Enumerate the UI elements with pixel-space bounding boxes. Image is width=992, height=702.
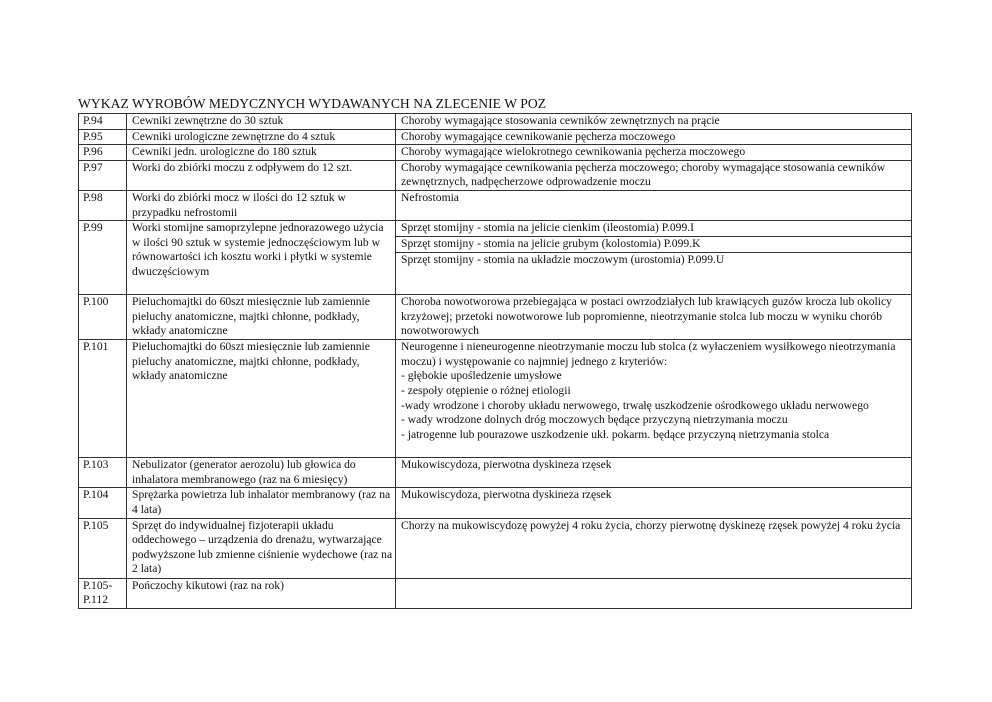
code-cell: P.101 [79, 340, 127, 458]
stoma-colostomy: Sprzęt stomijny - stomia na jelicie grubym (kolostomia) P.099.K [396, 237, 911, 253]
document-title: WYKAZ WYROBÓW MEDYCZNYCH WYDAWANYCH NA ZLECENIE W POZ [78, 96, 547, 111]
table-row [79, 295, 912, 340]
table-row [79, 518, 912, 578]
code-cell: P.98 [79, 190, 127, 220]
document-page [78, 96, 912, 609]
table-row [79, 114, 912, 130]
criteria-item: -wady wrodzone i choroby układu nerwowego, trwałę uszkodzenie ośrodkowego układu nerwowego [401, 398, 869, 412]
code-cell: P.100 [79, 295, 127, 340]
table-row [79, 145, 912, 161]
table-row [79, 340, 912, 458]
indication-cell: Choroby wymagające cewnikowanie pęcherza moczowego [396, 129, 912, 145]
criteria-intro: Neurogenne i nieneurogenne nieotrzymanie moczu lub stolca (z wyłaczeniem wysiłkowego nieotrzymania moczu) i występowanie co najmniej jednego z kryteriów: [401, 340, 896, 368]
indication-cell [396, 221, 912, 295]
indication-cell: Mukowiscydoza, pierwotna dyskineza rzęsek [396, 458, 912, 488]
criteria-item: - głębokie upośledzenie umysłowe [401, 369, 562, 383]
item-cell: Worki do zbiórki mocz w ilości do 12 sztuk w przypadku nefrostomii [127, 190, 396, 220]
item-cell: Worki stomijne samoprzylepne jednorazowego użycia w ilości 90 sztuk w systemie jednoczęściowym lub w równowartości ich kosztu worki i płytki w systemie dwuczęściowym [127, 221, 396, 295]
code-cell: P.105 [79, 518, 127, 578]
criteria-item: - zespoły otępienie o różnej etiologii [401, 383, 571, 397]
code-cell: P.103 [79, 458, 127, 488]
code-cell: P.99 [79, 221, 127, 295]
indication-cell [396, 578, 912, 608]
table-row [79, 488, 912, 518]
item-cell: Sprężarka powietrza lub inhalator membranowy (raz na 4 lata) [127, 488, 396, 518]
item-cell: Cewniki jedn. urologiczne do 180 sztuk [127, 145, 396, 161]
stoma-ileostomy: Sprzęt stomijny - stomia na jelicie cienkim (ileostomia) P.099.I [396, 221, 911, 237]
indication-cell: Mukowiscydoza, pierwotna dyskineza rzęsek [396, 488, 912, 518]
medical-devices-table [78, 113, 912, 609]
indication-cell: Choroba nowotworowa przebiegająca w postaci owrzodziałych lub krawiących guzów krocza lub okolicy krzyżowej; przetoki nowotworowe lub popromienne, nieotrzymanie stolca lub moczu w wyniku chorób nowotworowych [396, 295, 912, 340]
item-cell: Nebulizator (generator aerozolu) lub głowica do inhalatora membranowego (raz na 6 miesięcy) [127, 458, 396, 488]
stoma-subtable [396, 221, 911, 268]
stoma-urostomy: Sprzęt stomijny - stomia na układzie moczowym (urostomia) P.099.U [401, 253, 725, 267]
indication-cell: Choroby wymagające cewnikowania pęcherza moczowego; choroby wymagające stosowania cewników zewnętrznych, nadpęcherzowe odprowadzenie moczu [396, 160, 912, 190]
indication-cell [396, 340, 912, 458]
item-cell: Pieluchomajtki do 60szt miesięcznie lub zamiennie pieluchy anatomiczne, majtki chłonne, podkłady, wkłady anatomiczne [127, 340, 396, 458]
item-cell: Pieluchomajtki do 60szt miesięcznie lub zamiennie pieluchy anatomiczne, majtki chłonne, podkłady, wkłady anatomiczne [127, 295, 396, 340]
indication-cell: Chorzy na mukowiscydozę powyżej 4 roku życia, chorzy pierwotnę dyskinezę rzęsek powyżej 4 roku życia [396, 518, 912, 578]
indication-cell: Nefrostomia [396, 190, 912, 220]
indication-cell: Choroby wymagające wielokrotnego cewnikowania pęcherza moczowego [396, 145, 912, 161]
item-cell: Cewniki zewnętrzne do 30 sztuk [127, 114, 396, 130]
table-row [79, 221, 912, 295]
table-row [79, 458, 912, 488]
code-cell: P.94 [79, 114, 127, 130]
table-row [79, 190, 912, 220]
table-row [79, 578, 912, 608]
table-row [79, 160, 912, 190]
code-cell: P.95 [79, 129, 127, 145]
code-cell: P.97 [79, 160, 127, 190]
indication-cell: Choroby wymagające stosowania cewników zewnętrznych na prącie [396, 114, 912, 130]
item-cell: Sprzęt do indywidualnej fizjoterapii układu oddechowego – urządzenia do drenażu, wytwarzające podwyższone lub zmienne ciśnienie wydechowe (raz na 2 lata) [127, 518, 396, 578]
criteria-item: - wady wrodzone dolnych dróg moczowych będące przyczyną nietrzymania moczu [401, 413, 788, 427]
code-cell: P.105- P.112 [79, 578, 127, 608]
item-cell: Pończochy kikutowi (raz na rok) [127, 578, 396, 608]
code-cell: P.104 [79, 488, 127, 518]
table-row [79, 129, 912, 145]
criteria-item: - jatrogenne lub pourazowe uszkodzenie ukł. pokarm. będące przyczyną nietrzymania stolca [401, 427, 830, 441]
item-cell: Worki do zbiórki moczu z odpływem do 12 szt. [127, 160, 396, 190]
code-cell: P.96 [79, 145, 127, 161]
item-cell: Cewniki urologiczne zewnętrzne do 4 sztuk [127, 129, 396, 145]
